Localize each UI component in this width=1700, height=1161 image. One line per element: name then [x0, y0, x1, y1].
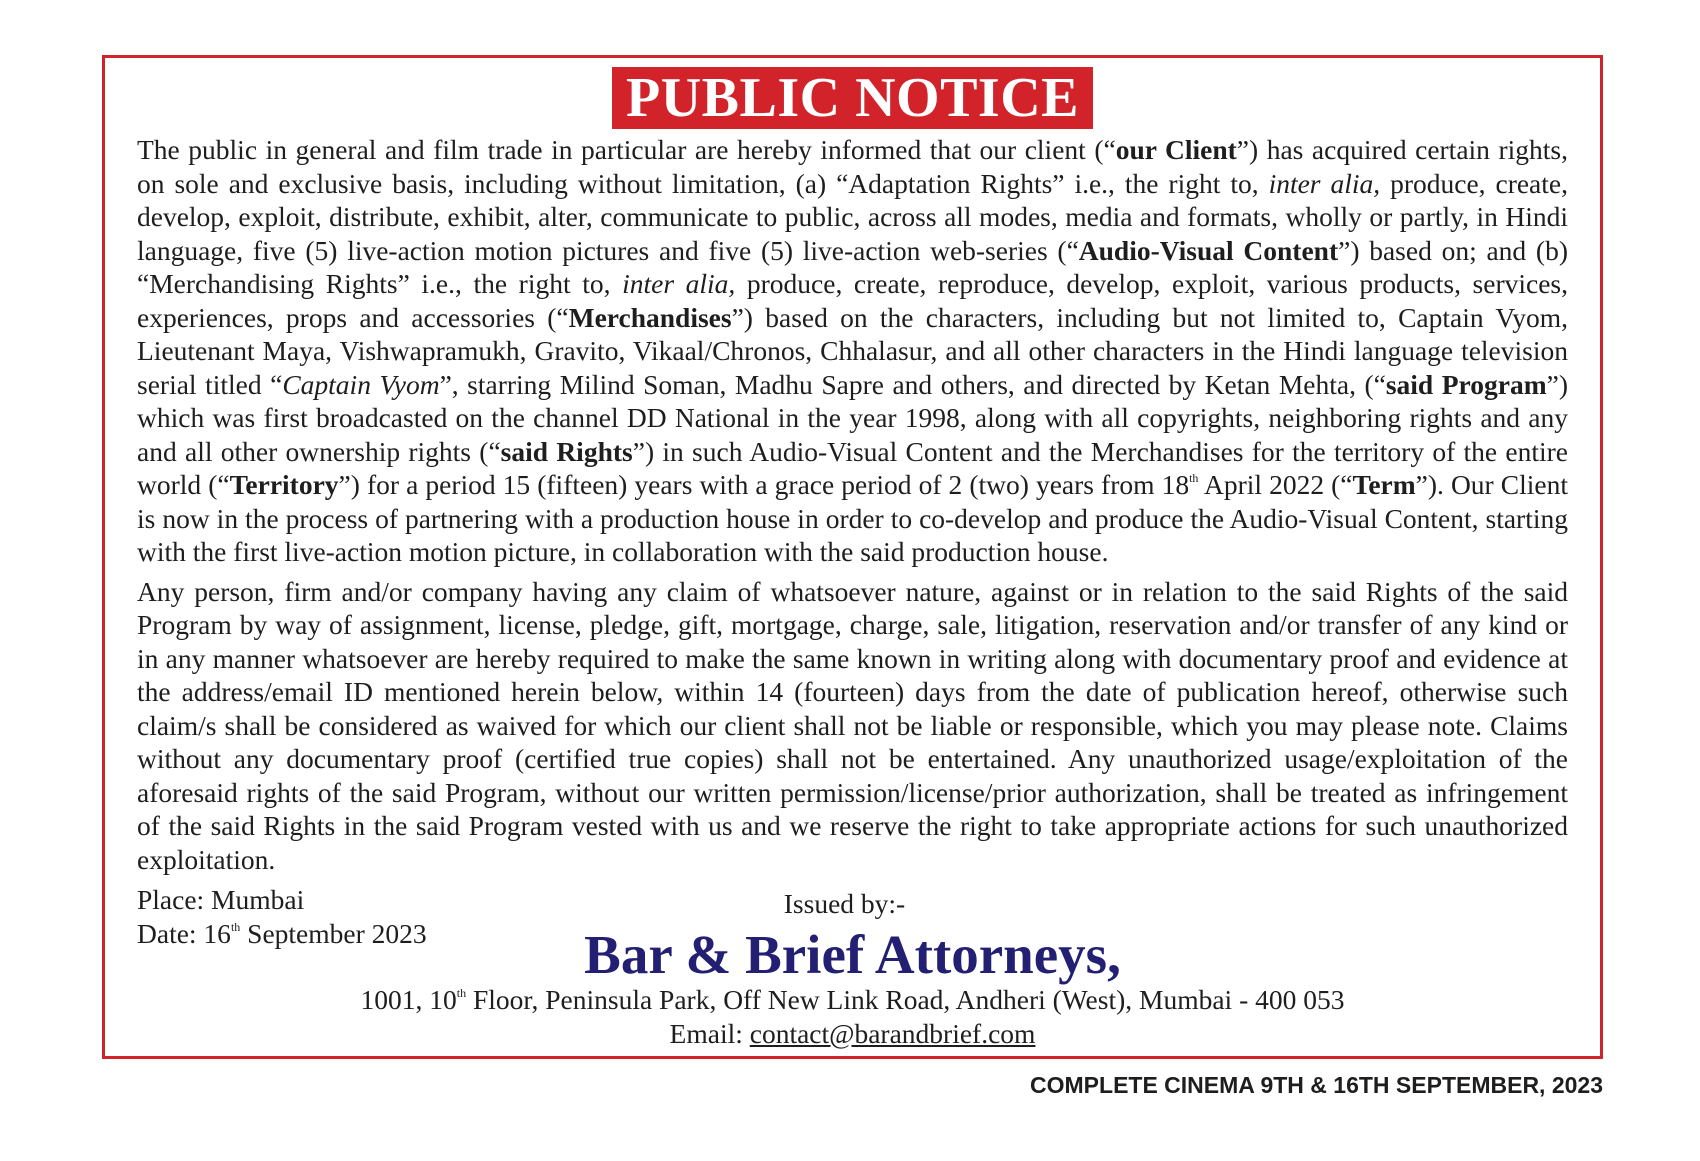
- email-line: [105, 1017, 1600, 1051]
- date-line: Date: 16th September 2023: [137, 918, 427, 949]
- paragraph-claims: Any person, firm and/or company having any claim of whatsoever nature, against or in relation to the said Rights of the said Program by way of assignment, license, pledge, gift, mortgage, charge, sale, litigation, reservation and/or transfer of any kind or in any manner whatsoever are hereby required to make the same known in writing along with documentary proof and evidence at the address/email ID mentioned herein below, within 14 (fourteen) days from the date of publication hereof, otherwise such claim/s shall be considered as waived for which our client shall not be liable or responsible, which you may please note. Claims without any documentary proof (certified true copies) shall not be entertained. Any unauthorized usage/exploitation of the aforesaid rights of the said Program, without our written permission/license/prior authorization, shall be treated as infringement of the said Rights in the said Program vested with us and we reserve the right to take appropriate actions for such unauthorized exploitation.: [137, 575, 1568, 875]
- firm-name: Bar & Brief Attorneys,: [584, 924, 1121, 985]
- firm-address: 1001, 10th Floor, Peninsula Park, Off New Link Road, Andheri (West), Mumbai - 400 053: [360, 984, 1345, 1015]
- term-our-client: our Client: [1115, 134, 1237, 165]
- serial-title: Captain Vyom: [282, 368, 440, 400]
- term-said-rights: said Rights: [500, 435, 633, 467]
- place-line: Place: Mumbai: [137, 884, 305, 915]
- term-merchandises: Merchandises: [568, 301, 732, 333]
- term-territory: Territory: [229, 469, 339, 500]
- email-link[interactable]: contact@barandbrief.com: [749, 1018, 1036, 1049]
- email-label: Email:: [669, 1018, 750, 1049]
- term-said-program: said Program: [1385, 368, 1547, 400]
- notice-title: PUBLIC NOTICE: [612, 67, 1093, 129]
- paragraph-rights: The public in general and film trade in particular are hereby informed that our client (“our Client”) has acquired certain rights, on sole and exclusive basis, including without limitation, (a) “Adaptation Rights” i.e., the right to, inter alia, produce, create, develop, exploit, distribute, exhibit, alter, communicate to public, across all modes, media and formats, wholly or partly, in Hindi language, five (5) live-action motion pictures and five (5) live-action web-series (“Audio-Visual Content”) based on; and (b) “Merchandising Rights” i.e., the right to, inter alia, produce, create, reproduce, develop, exploit, various products, services, experiences, props and accessories (“Merchandises”) based on the characters, including but not limited to, Captain Vyom, Lieutenant Maya, Vishwapramukh, Gravito, Vikaal/Chronos, Chhalasur, and all other characters in the Hindi language television serial titled “Captain Vyom”, starring Milind Soman, Madhu Sapre and others, and directed by Ketan Mehta, (“said Program”) which was first broadcasted on the channel DD National in the year 1998, along with all copyrights, neighboring rights and any and all other ownership rights (“said Rights”) in such Audio-Visual Content and the Merchandises for the territory of the entire world (“Territory”) for a period 15 (fifteen) years with a grace period of 2 (two) years from 18th April 2022 (“Term”). Our Client is now in the process of partnering with a production house in order to co-develop and produce the Audio-Visual Content, starting with the first live-action motion picture, in collaboration with the said production house.: [137, 134, 1568, 567]
- term-term: Term: [1352, 469, 1416, 500]
- notice-body: [137, 133, 1568, 882]
- term-audio-visual-content: Audio-Visual Content: [1078, 234, 1339, 266]
- publication-footer: COMPLETE CINEMA 9TH & 16TH SEPTEMBER, 2023: [1030, 1072, 1603, 1098]
- issued-by-label: Issued by:-: [783, 888, 906, 919]
- notice-frame: [102, 55, 1603, 1059]
